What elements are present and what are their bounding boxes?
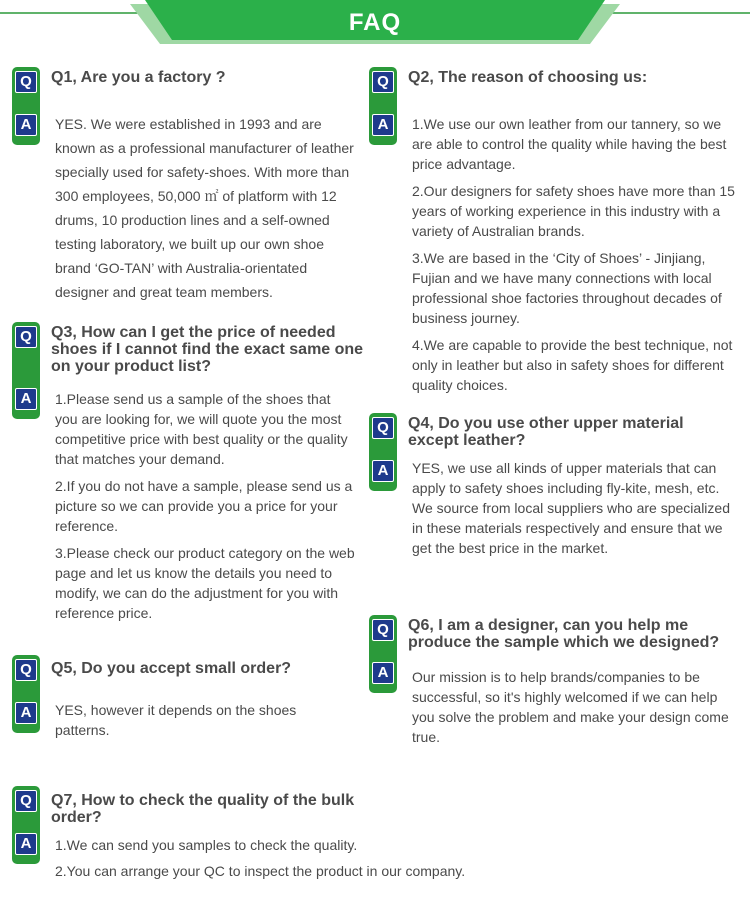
answer-paragraph: YES, however it depends on the shoes patterns.: [55, 702, 297, 738]
q-badge: Q: [372, 619, 394, 641]
answer-paragraph: YES. We were established in 1993 and are known as a professional manufacturer of leather specially used for safety-shoes. With more than 300 employees, 50,000 ㎡ of platform with 12 drums, 10 production lines and a self-owned testing laboratory, we built up our own shoe brand ‘GO-TAN’ with Australia-orientated designer and great team members.: [55, 116, 354, 300]
answer-paragraph: 2.You can arrange your QC to inspect the product in our company.: [55, 863, 466, 879]
question-text: Q1, Are you a factory ?: [51, 69, 226, 86]
q-badge: Q: [15, 659, 37, 681]
answer-text: [412, 458, 737, 558]
answer-paragraph: 2.Our designers for safety shoes have more than 15 years of working experience in this industry with a variety of Australian brands.: [412, 183, 735, 239]
a-badge: A: [372, 460, 394, 482]
answer-paragraph: 2.If you do not have a sample, please send us a picture so we can provide you a price for your reference.: [55, 478, 353, 534]
answer-text: [55, 389, 355, 623]
a-badge: A: [15, 833, 37, 855]
question-text: Q7, How to check the quality of the bulk order?: [51, 792, 355, 826]
a-badge: A: [15, 388, 37, 410]
faq-item-1: [12, 67, 352, 307]
q-badge: Q: [15, 326, 37, 348]
q-badge: Q: [15, 71, 37, 93]
question-text: Q4, Do you use other upper material except leather?: [408, 415, 684, 449]
answer-text: [55, 700, 310, 740]
faq-item-4: [369, 413, 741, 563]
faq-item-7: [12, 786, 512, 886]
answer-paragraph: 1.Please send us a sample of the shoes that you are looking for, we will quote you the most competitive price with best quality or the quality that matches your demand.: [55, 391, 348, 467]
faq-item-5: [12, 655, 352, 745]
question-text: Q2, The reason of choosing us:: [408, 69, 648, 86]
a-badge: A: [372, 662, 394, 684]
answer-text: [55, 112, 355, 304]
question-text: Q3, How can I get the price of needed shoes if I cannot find the exact same one on your product list?: [51, 324, 364, 375]
answer-text: [412, 667, 737, 747]
question-text: Q5, Do you accept small order?: [51, 660, 292, 677]
a-badge: A: [372, 114, 394, 136]
q-badge: Q: [372, 71, 394, 93]
a-badge: A: [15, 114, 37, 136]
answer-paragraph: Our mission is to help brands/companies to be successful, so it's highly welcomed if we can help you solve the problem and make your design come true.: [412, 669, 729, 745]
answer-paragraph: 1.We can send you samples to check the quality.: [55, 837, 358, 853]
faq-item-3: [12, 322, 384, 627]
question-text: Q6, I am a designer, can you help me produce the sample which we designed?: [408, 617, 720, 651]
answer-paragraph: 1.We use our own leather from our tannery, so we are able to control the quality while having the best price advantage.: [412, 116, 727, 172]
answer-paragraph: YES, we use all kinds of upper materials that can apply to safety shoes including fly-kite, mesh, etc. We source from local suppliers who are specialized in these materials respectively and ensure that we get the best price in the market.: [412, 460, 730, 556]
answer-text: [412, 114, 740, 395]
q-badge: Q: [372, 417, 394, 439]
faq-header-banner: [0, 0, 750, 48]
faq-item-6: [369, 615, 741, 755]
page-title: FAQ: [348, 9, 402, 36]
answer-text: [55, 832, 515, 884]
answer-paragraph: 3.We are based in the ‘City of Shoes’ - Jinjiang, Fujian and we have many connections with local professional shoe factories throughout decades of business journey.: [412, 250, 722, 326]
faq-item-2: [369, 67, 741, 397]
q-badge: Q: [15, 790, 37, 812]
a-badge: A: [15, 702, 37, 724]
answer-paragraph: 4.We are capable to provide the best technique, not only in leather but also in safety shoes for different quality choices.: [412, 337, 733, 393]
answer-paragraph: 3.Please check our product category on the web page and let us know the details you need to modify, we can do the adjustment for you with reference price.: [55, 545, 355, 621]
